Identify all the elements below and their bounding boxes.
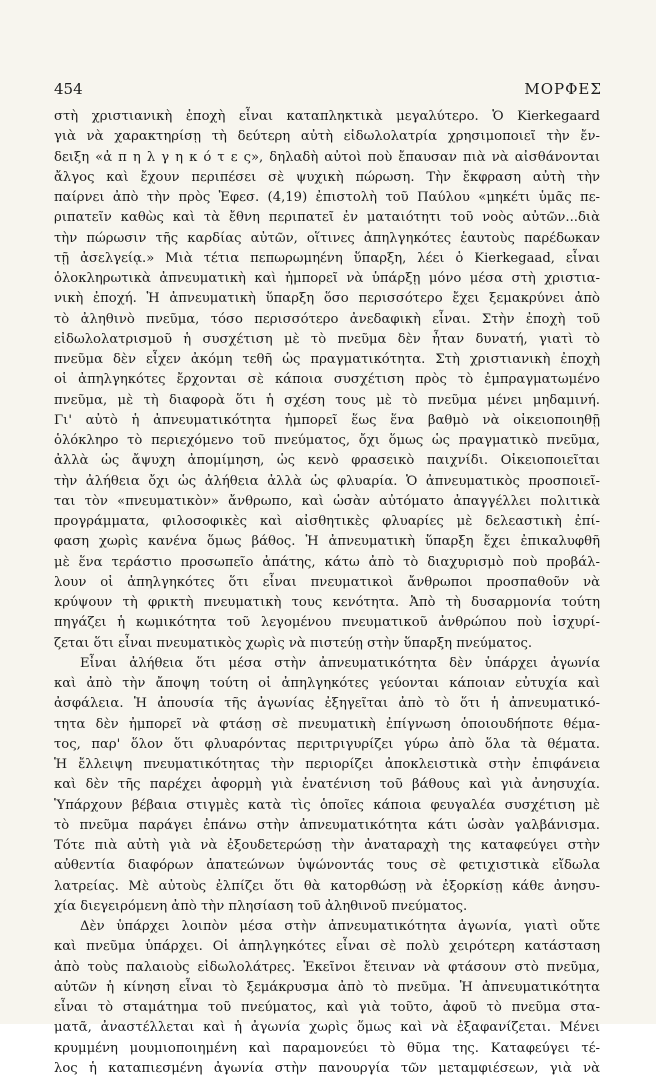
text-line: ὁλοκληρωτικὰ ἀπνευματικὴ καὶ ἠμπορεῖ νὰ ὑπάρξῃ μόνο μέσα στὴ χριστια- bbox=[54, 271, 600, 286]
text-line: οἱ ἀπηλγηκότες ἔρχονται σὲ κάποια συσχέτιση πρὸς τὸ ἐμπραγματωμένο bbox=[54, 372, 600, 388]
text-line: φαση χωρὶς κανένα ὅμως βάθος. Ἡ ἀπνευματικὴ ὕπαρξη ἔχει ἐπικαλυφθῆ bbox=[54, 534, 600, 550]
text-line: καὶ ἀπὸ τὴν ἄποψη τούτη οἱ ἀπηλγηκότες γεύονται κάποιαν εὐτυχία καὶ bbox=[54, 676, 600, 691]
text-line: γιὰ νὰ χαρακτηρίσῃ τὴ δεύτερη αὐτὴ εἰδωλολατρία χρησιμοποιεῖ τὴν ἔν- bbox=[54, 129, 600, 145]
text-line: λος ἡ καταπιεσμένη ἀγωνία στὴν πανουργία τῶν μεταμφιέσεων, γιὰ νὰ bbox=[54, 1060, 600, 1076]
text-line: χία διεγειρόμενη ἀπὸ τὴν πλησίαση τοῦ ἀληθινοῦ πνεύματος. bbox=[54, 898, 468, 914]
text-line: καὶ δὲν τῆς παρέχει ἀφορμὴ γιὰ ἐνατένιση τοῦ βάθους καὶ γιὰ ἀνησυχία. bbox=[54, 777, 600, 793]
body-text bbox=[54, 107, 600, 1079]
text-line: εἶναι τὸ σταμάτημα τοῦ πνεύματος, καὶ γιὰ τοῦτο, ἀφοῦ τὸ πνεῦμα στα- bbox=[54, 1000, 600, 1015]
text-line: καὶ πνεῦμα ὑπάρχει. Οἱ ἀπηλγηκότες εἶναι σὲ πολὺ χειρότερη κατάσταση bbox=[54, 939, 600, 955]
text-line: τὸ πνεῦμα παράγει ἐπάνω στὴν ἀπνευματικότητα κάτι ὡσὰν γαλβάνισμα. bbox=[54, 817, 600, 833]
text-line: Δὲν ὑπάρχει λοιπὸν μέσα στὴν ἀπνευματικότητα ἀγωνία, γιατὶ οὔτε bbox=[80, 919, 600, 934]
text-line: ἀπὸ τοὺς παλαιοὺς εἰδωλολάτρες. Ἐκεῖνοι ἔτειναν νὰ φτάσουν στὸ πνεῦμα, bbox=[54, 959, 600, 975]
text-line: τος, παρ' ὅλον ὅτι φλυαρόντας περιτριγυρίζει γύρω ἀπὸ ὅλα τὰ θέματα. bbox=[54, 736, 600, 752]
text-line: τὴν πώρωσιν τῆς καρδίας αὐτῶν, οἵτινες ἀπηλγηκότες ἑαυτοὺς παρέδωκαν bbox=[54, 230, 600, 246]
text-line: αὐτῶν ἡ κίνηση εἶναι τὸ ξεμάκρυσμα ἀπὸ τὸ πνεῦμα. Ἡ ἀπνευματικότητα bbox=[54, 979, 600, 995]
text-line: εἰδωλολατρισμοῦ ἡ συσχέτιση μὲ τὸ πνεῦμα δὲν ἦταν δυνατή, γιατὶ τὸ bbox=[54, 331, 600, 347]
text-line: προγράμματα, φιλοσοφικὲς καὶ αἰσθητικὲς φλυαρίες μὲ δελεαστικὴ ἐπί- bbox=[54, 514, 600, 529]
text-line: ριπατεῖν καθὼς καὶ τὰ ἔθνη περιπατεῖ ἐν ματαιότητι τοῦ νοὸς αὐτῶν...διὰ bbox=[54, 210, 600, 226]
text-line: Εἶναι ἀλήθεια ὅτι μέσα στὴν ἀπνευματικότητα δὲν ὑπάρχει ἀγωνία bbox=[80, 655, 600, 671]
text-line: Γι' αὐτὸ ἡ ἀπνευματικότητα ἠμπορεῖ ἕως ἕνα βαθμὸ νὰ οἰκειοποιηθῇ bbox=[54, 412, 600, 428]
text-line: νικὴ ἐποχή. Ἡ ἀπνευματικὴ ὕπαρξη ὅσο περισσότερο ἔχει ξεμακρύνει ἀπὸ bbox=[54, 291, 600, 307]
text-line: Ὑπάρχουν βέβαια στιγμὲς κατὰ τὶς ὁποῖες κάποια φευγαλέα συσχέτιση μὲ bbox=[54, 797, 600, 813]
text-line: ἄλγος καὶ ἔχουν περιπέσει σὲ ψυχικὴ πώρωση. Τὴν ἔκφραση αὐτὴ τὴν bbox=[54, 169, 600, 185]
text-line: τητα δὲν ἠμπορεῖ νὰ φτάσῃ σὲ πνευματικὴ ἐπίγνωση ὁποιουδήποτε θέμα- bbox=[54, 716, 600, 732]
text-line: αὐθεντία διαφόρων ἀπατεώνων ὑψώνοντάς τους σὲ φετιχιστικὰ εἴδωλα bbox=[54, 858, 600, 874]
text-line: Ἡ ἔλλειψη πνευματικότητας τὴν περιορίζει ἀποκλειστικὰ στὴν ἐπιφάνεια bbox=[54, 757, 600, 772]
text-line: ζεται ὅτι εἶναι πνευματικὸς χωρὶς νὰ πιστεύῃ στὴν ὕπαρξη πνεύματος. bbox=[54, 635, 533, 651]
page-header bbox=[54, 80, 602, 102]
text-line: κρύψουν τὴ φρικτὴ πνευματικὴ τους κενότητα. Ἀπὸ τὴ δυσαρμονία τούτη bbox=[54, 595, 600, 610]
text-line: τῇ ἀσελγείᾳ.» Μιὰ τέτια πεπωρωμηένη ὕπαρξη, λέει ὁ Kierkegaad, εἶναι bbox=[54, 250, 600, 266]
running-head: ΜΟΡΦΕΣ bbox=[524, 80, 602, 98]
text-line: ἀσφάλεια. Ἡ ἀπουσία τῆς ἀγωνίας ἐξηγεῖται ἀπὸ τὸ ὅτι ἡ ἀπνευματικό- bbox=[54, 696, 600, 712]
text-line: στὴ χριστιανικὴ ἐποχὴ εἶναι καταπληκτικὰ μεγαλύτερο. Ὁ Kierkegaard bbox=[54, 109, 600, 124]
text-line: τὸ ἀληθινὸ πνεῦμα, τόσο περισσότερο ἀνεδαφικὴ εἶναι. Στὴν ἐποχὴ τοῦ bbox=[54, 311, 600, 327]
text-line: ται τὸν «πνευματικὸν» ἄνθρωπο, καὶ ὡσὰν αὐτόματο ἀπαγγέλλει πολιτικὰ bbox=[54, 493, 600, 509]
text-line: δειξη «ἀ π η λ γ η κ ό τ ε ς», δηλαδὴ αὐτοὶ ποὺ ἔπαυσαν πιὰ νὰ αἰσθάνονται bbox=[54, 149, 600, 165]
text-line: λατρείας. Μὲ αὐτοὺς ἐλπίζει ὅτι θὰ κατορθώσῃ νὰ ἐξορκίσῃ κάθε ἀνησυ- bbox=[54, 878, 600, 894]
text-line: παίρνει ἀπὸ τὴν πρὸς Ἐφεσ. (4,19) ἐπιστολὴ τοῦ Παύλου «μηκέτι ὑμᾶς πε- bbox=[54, 190, 600, 205]
text-line: ἀλλὰ ὡς ἄψυχη ἀπομίμηση, ὡς κενὸ φρασεικὸ παιχνίδι. Οἰκειοποιεῖται bbox=[54, 453, 600, 469]
page-number: 454 bbox=[54, 80, 83, 98]
text-line: πηγάζει ἡ κωμικότητα τοῦ λεγομένου πνευματικοῦ ἀνθρώπου ποὺ ἰσχυρί- bbox=[54, 615, 600, 631]
text-line: πνεῦμα, μὲ τὴ διαφορὰ ὅτι ἡ σχέση τους μὲ τὸ πνεῦμα μένει μηδαμινή. bbox=[54, 392, 600, 408]
text-line: τὴν ἀλήθεια ὄχι ὡς ἀλήθεια ἀλλὰ ὡς φλυαρία. Ὁ ἀπνευματικὸς προσποιεῖ- bbox=[54, 473, 600, 489]
text-line: ὁλόκληρο τὸ περιεχόμενο τοῦ πνεύματος, ὄχι ὅμως ὡς πραγματικὸ πνεῦμα, bbox=[54, 433, 600, 448]
text-line: μὲ ἕνα τεράστιο προσωπεῖο ἀπάτης, κάτω ἀπὸ τὸ διαχυρισμὸ ποὺ προβάλ- bbox=[54, 554, 600, 570]
text-line: λουν οἱ ἀπηλγηκότες ὅτι εἶναι πνευματικοὶ ἄνθρωποι προσπαθοῦν νὰ bbox=[54, 574, 600, 590]
text-line: ματᾶ, ἀναστέλλεται καὶ ἡ ἀγωνία χωρὶς ὅμως καὶ νὰ ἐξαφανίζεται. Μένει bbox=[54, 1020, 600, 1036]
text-line: κρυμμένη μουμιοποιημένη καὶ παραμονεύει τὸ θῦμα της. Καταφεύγει τέ- bbox=[54, 1040, 600, 1056]
text-line: Τότε πιὰ αὐτὴ γιὰ νὰ ἐξουδετερώσῃ τὴν ἀναταραχὴ της καταφεύγει στὴν bbox=[54, 838, 600, 853]
text-line: πνεῦμα δὲν εἶχεν ἀκόμη τεθῆ ὡς πραγματικότητα. Στὴ χριστιανικὴ ἐποχὴ bbox=[54, 352, 600, 367]
